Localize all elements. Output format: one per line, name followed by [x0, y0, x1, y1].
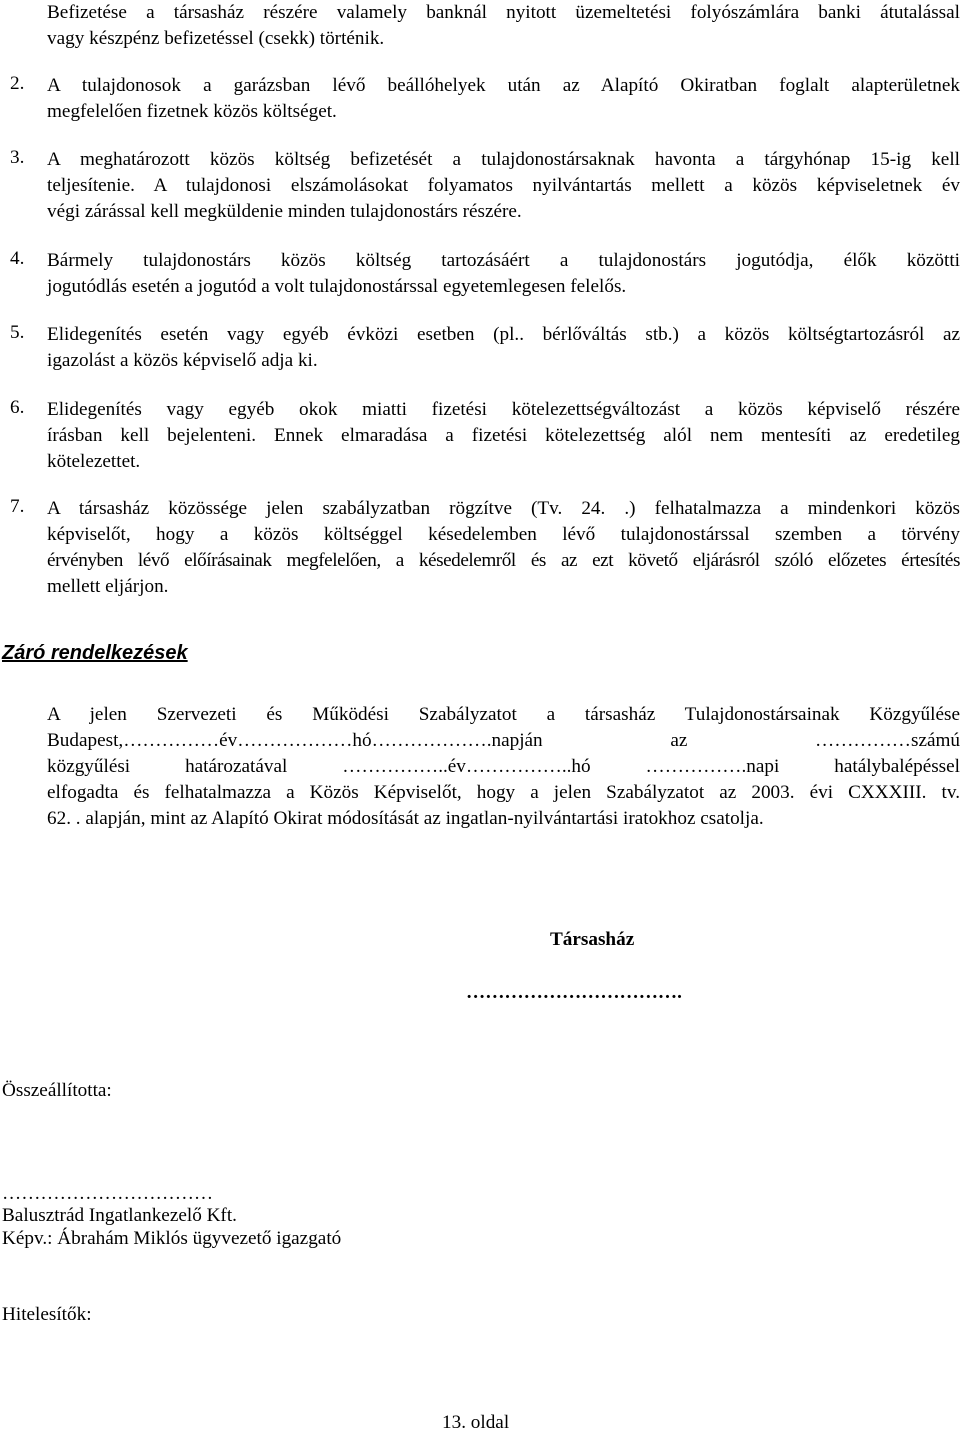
- list-item-number: 6.: [10, 397, 25, 418]
- list-item-line: A meghatározott közös költség befizetését a tulajdonostársaknak havonta a tárgyhónap 15-ig kell: [47, 149, 960, 170]
- list-item-7-continuation: [47, 522, 960, 600]
- closing-line: Budapest,……………év………………hó……………….napján az ……………számú: [47, 730, 960, 751]
- page-number: 13. oldal: [442, 1412, 510, 1433]
- compiled-by-signature-line: ……………………………: [2, 1183, 214, 1204]
- list-item-5-continuation: [47, 348, 960, 374]
- tarsashaz-signature-line: …………………………….: [466, 982, 682, 1003]
- list-item-line: végi zárással kell megküldenie minden tulajdonostárs részére.: [47, 201, 522, 222]
- list-item-line: érvényben lévő előírásainak megfelelően, a késedelemről és az ezt követő eljárásról szóló előzetes értesítés: [47, 550, 960, 571]
- list-item-line: jogutódlás esetén a jogutód a volt tulajdonostárssal egyetemlegesen felelős.: [47, 276, 627, 297]
- intro-paragraph: [47, 0, 960, 52]
- list-item-line: A tulajdonosok a garázsban lévő beállóhelyek után az Alapító Okiratban foglalt alapterületnek: [47, 75, 960, 96]
- list-item-line: igazolást a közös képviselő adja ki.: [47, 350, 318, 371]
- list-item-line: Elidegenítés vagy egyéb okok miatti fizetési kötelezettségváltozást a közös képviselő részére: [47, 399, 960, 420]
- list-item-number: 2.: [10, 73, 25, 94]
- list-item-6-continuation: [47, 423, 960, 475]
- list-item-line: A társasház közössége jelen szabályzatban rögzítve (Tv. 24. .) felhatalmazza a mindenkori közös: [47, 498, 960, 519]
- list-item-line: Bármely tulajdonostárs közös költség tartozásáért a tulajdonostárs jogutódja, élők közötti: [47, 250, 960, 271]
- company-name: Balusztrád Ingatlankezelő Kft.: [2, 1205, 237, 1226]
- section-heading: Záró rendelkezések: [2, 642, 188, 664]
- list-item-line: kötelezettet.: [47, 451, 141, 472]
- compiled-by-label: Összeállította:: [2, 1080, 112, 1101]
- list-item-line: írásban kell bejelenteni. Ennek elmaradása a fizetési kötelezettség alól nem mentesíti az eredetileg: [47, 425, 960, 446]
- representative: Képv.: Ábrahám Miklós ügyvezető igazgató: [2, 1228, 342, 1249]
- closing-line: közgyűlési határozatával ……………..év……………..hó …………….napi hatálybalépéssel: [47, 756, 960, 777]
- authenticators-label: Hitelesítők:: [2, 1304, 92, 1325]
- list-item-number: 4.: [10, 248, 25, 269]
- intro-line-2: vagy készpénz befizetéssel (csekk) történik.: [47, 28, 385, 49]
- closing-line: 62. . alapján, mint az Alapító Okirat módosítását az ingatlan-nyilvántartási iratokhoz csatolja.: [47, 808, 764, 829]
- closing-line: A jelen Szervezeti és Működési Szabályzatot a társasház Tulajdonostársainak Közgyűlése: [47, 704, 960, 725]
- list-item-number: 7.: [10, 496, 25, 517]
- list-item-line: teljesítenie. A tulajdonosi elszámolásokat folyamatos nyilvántartás mellett a közös képviseletnek év: [47, 175, 960, 196]
- closing-line: elfogadta és felhatalmazza a Közös Képviselőt, hogy a jelen Szabályzatot az 2003. évi CXXXIII. tv.: [47, 782, 960, 803]
- list-item-number: 5.: [10, 322, 25, 343]
- list-item-3-continuation: [47, 173, 960, 225]
- tarsashaz-label: Társasház: [550, 929, 635, 950]
- list-item-line: megfelelően fizetnek közös költséget.: [47, 101, 337, 122]
- list-item-line: mellett eljárjon.: [47, 576, 169, 597]
- list-item-line: Elidegenítés esetén vagy egyéb évközi esetben (pl.. bérlőváltás stb.) a közös költségtartozásról az: [47, 324, 960, 345]
- closing-paragraph: [47, 702, 960, 832]
- list-item-number: 3.: [10, 147, 25, 168]
- intro-line-1: Befizetése a társasház részére valamely banknál nyitott üzemeltetési folyószámlára banki átutalással: [47, 2, 960, 23]
- list-item-4-continuation: [47, 274, 960, 300]
- list-item-line: képviselőt, hogy a közös költséggel késedelemben lévő tulajdonostárssal szemben a törvény: [47, 524, 960, 545]
